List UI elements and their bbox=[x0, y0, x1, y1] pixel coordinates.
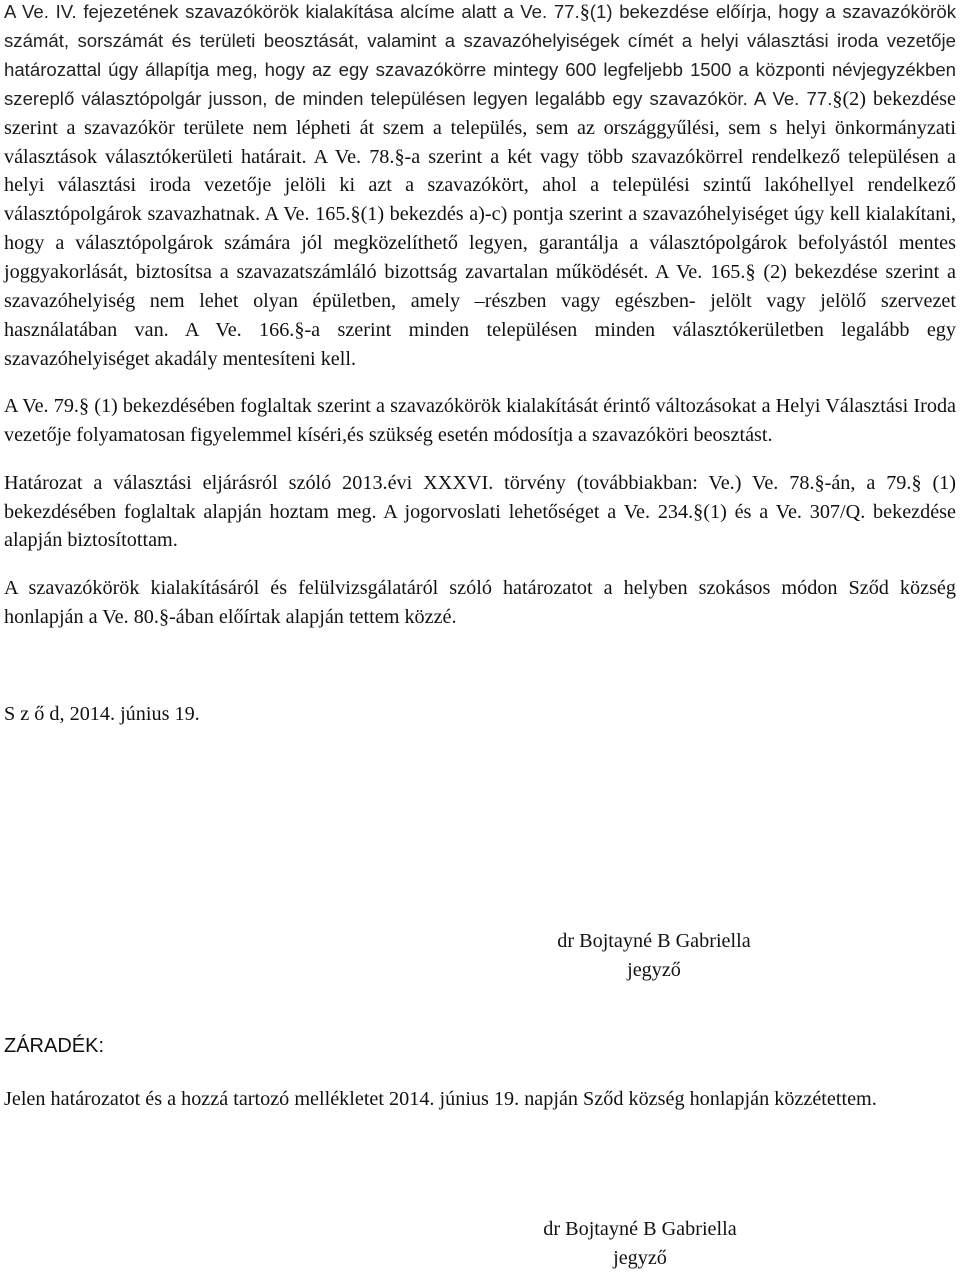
text-run: (1) bekezdésében foglaltak szerint a szavazókörök kialakítását érintő változásokat a Helyi Választási Iroda vezetője folyamatosan figyelemmel kíséri,és szükség esetén módosítja a szavazóköri beosztást. bbox=[4, 394, 956, 446]
date-line: S z ő d, 2014. június 19. bbox=[4, 703, 200, 726]
section-sign: § bbox=[78, 394, 90, 417]
section-sign: § bbox=[745, 261, 756, 284]
section-sign: § bbox=[294, 318, 305, 341]
signatory-name: dr Bojtayné B Gabriella bbox=[557, 930, 751, 952]
section-sign: § bbox=[814, 471, 825, 494]
document-page bbox=[4, 0, 956, 729]
paragraph-changes bbox=[4, 392, 956, 450]
section-sign: § bbox=[832, 87, 843, 110]
text-run: (2) bekezdése szerint a szavazóhelyiség nem lehet olyan épületben, amely –részben vagy egészben- jelölt vagy jelölő szervezet használatában van. A Ve. 166. bbox=[4, 261, 957, 341]
zaradek-heading: ZÁRADÉK: bbox=[4, 1035, 105, 1057]
text-run: -a szerint minden településen minden választókerületben legalább egy szavazóhelyiséget akadály mentesíteni kell. bbox=[4, 318, 956, 370]
text-run: -án, a 79. bbox=[824, 471, 912, 494]
text-run: A Ve. 79. bbox=[4, 394, 79, 417]
section-sign: § bbox=[911, 471, 922, 494]
text-run: Határozat a választási eljárásról szóló 2013.évi XXXVI. törvény (továbbiakban: Ve.) Ve. 78. bbox=[4, 471, 815, 494]
text-run: A szavazókörök kialakításáról és felülvizsgálatáról szóló határozatot a helyben szokásos módon Sződ község honlapján a Ve. 80. bbox=[4, 577, 956, 629]
text-run: -ában előírtak alapján tettem közzé. bbox=[169, 606, 457, 629]
signature-block bbox=[534, 927, 774, 985]
paragraph-publication bbox=[4, 574, 956, 632]
section-sign: § bbox=[693, 500, 704, 523]
section-sign: § bbox=[158, 606, 170, 629]
text-run: A Ve. IV. fejezetének szavazókörök kialakítása alcíme alatt a Ve. 77. bbox=[4, 1, 580, 22]
text-run: (2) bekezdése szerint a szavazókör területe nem lépheti át szem a település, sem az országgyűlési, sem s helyi önkormányzati választások választókerületi határait. A Ve. 78. bbox=[4, 87, 956, 168]
signatory-title: jegyző bbox=[613, 1247, 667, 1269]
paragraph-legal-basis bbox=[4, 0, 956, 374]
section-sign: § bbox=[394, 145, 405, 168]
text-run: (1) bekezdése előírja, hogy a szavazókörök számát, sorszámát és területi beosztását, valamint a szavazóhelyiségek címét a helyi választási iroda vezetője határozattal úgy állapítja meg, hogy az egy szavazókörre mintegy 600 legfeljebb 1500 a központi névjegyzékben szereplő választópolgár jusson, de minden településen legyen legalább egy szavazókör. A Ve. 77. bbox=[4, 1, 957, 109]
signatory-name: dr Bojtayné B Gabriella bbox=[543, 1218, 737, 1240]
text-run: -a szerint a két vagy több szavazókörrel rendelkező településen a helyi választási iroda vezetője jelöli ki azt a szavazókört, ahol a települési szintű lakóhellyel rendelkező választópolgárok szavazhatnak. A Ve. 165. bbox=[4, 145, 956, 226]
text-run: (1) bekezdés a)-c) pontja szerint a szavazóhelyiséget úgy kell kialakítani, hogy a választópolgárok számára jól megközelíthető legyen, garantálja a választópolgárok befolyástól mentes joggyakorlását, biztosítsa a szavazatszámláló bizottság zavartalan működését. A Ve. 165. bbox=[4, 203, 956, 284]
section-sign: § bbox=[350, 203, 361, 226]
signature-block-2 bbox=[520, 1215, 760, 1273]
publication-clause: Jelen határozatot és a hozzá tartozó mellékletet 2014. június 19. napján Sződ község honlapján közzétettem. bbox=[4, 1088, 877, 1110]
text-run: (1) és a Ve. 307/Q. bekezdése alapján biztosítottam. bbox=[4, 500, 956, 552]
text-run: (1) bekezdésében foglaltak alapján hoztam meg. A jogorvoslati lehetőséget a Ve. 234. bbox=[4, 471, 956, 523]
section-sign: § bbox=[579, 1, 590, 23]
paragraph-decision-basis bbox=[4, 469, 956, 556]
signatory-title: jegyző bbox=[627, 959, 681, 981]
